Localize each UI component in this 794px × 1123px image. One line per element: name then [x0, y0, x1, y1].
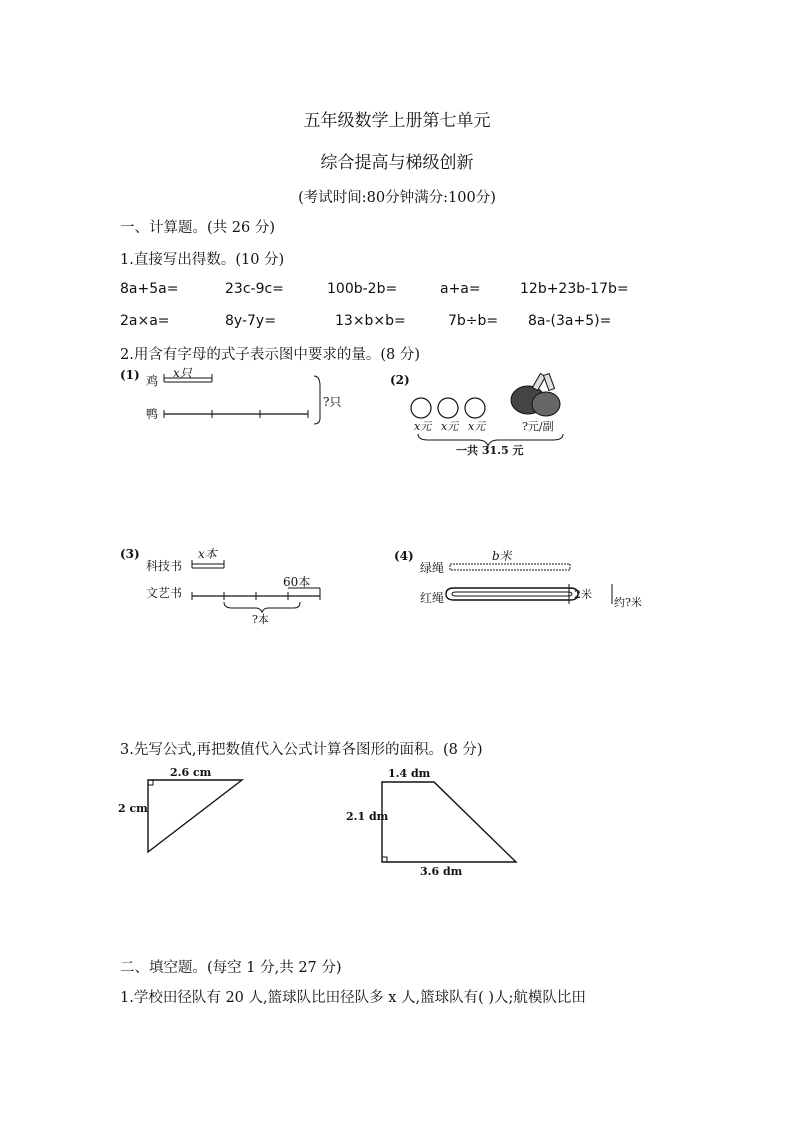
ball-icon	[465, 398, 485, 418]
segment-label: x只	[173, 366, 192, 380]
triangle-side-label: 2 cm	[118, 802, 148, 815]
calc-item: 8y-7y=	[225, 313, 276, 329]
diagram-ping-pong	[388, 370, 588, 460]
page-subtitle: 综合提高与梯级创新	[320, 153, 474, 173]
calc-item: 7b÷b=	[448, 313, 499, 329]
section1-heading: 一、计算题。(共 26 分)	[120, 220, 275, 236]
price-label: x元	[441, 420, 459, 433]
calc-item: 12b+23b-17b=	[520, 281, 629, 297]
trapezoid-bottom-label: 3.6 dm	[420, 865, 463, 878]
exam-info: (考试时间:80分钟满分:100分)	[298, 190, 496, 206]
total-label: 约?米	[614, 596, 642, 609]
literature-books-label: 文艺书	[146, 586, 183, 600]
section2-heading: 二、填空题。(每空 1 分,共 27 分)	[120, 960, 342, 976]
diagram-ropes	[392, 548, 652, 618]
ball-icon	[411, 398, 431, 418]
total-label: 一共 31.5 元	[456, 444, 524, 457]
line-diagram-chicken-duck	[118, 362, 358, 432]
fig-number: (4)	[394, 549, 414, 563]
page-title: 五年级数学上册第七单元	[303, 111, 491, 131]
paddle-icon	[511, 373, 560, 416]
fig-number: (1)	[120, 368, 140, 382]
calc-item: 23c-9c=	[225, 281, 284, 297]
green-rope-label: 绿绳	[420, 561, 445, 575]
q3-label: 3.先写公式,再把数值代入公式计算各图形的面积。(8 分)	[120, 742, 483, 758]
segment-label: x本	[198, 547, 217, 561]
trapezoid-top-label: 1.4 dm	[388, 767, 431, 780]
total-label: ?本	[252, 613, 269, 626]
science-books-label: 科技书	[146, 559, 183, 573]
extra-label: 2米	[574, 588, 592, 601]
fig-number: (3)	[120, 547, 140, 561]
calc-item: 100b-2b=	[327, 281, 398, 297]
trapezoid-figure	[344, 764, 524, 879]
q1-label: 1.直接写出得数。(10 分)	[120, 252, 285, 268]
calc-item: 8a+5a=	[120, 281, 179, 297]
length-label: b米	[492, 549, 512, 563]
total-label: ?只	[323, 395, 342, 409]
triangle-figure	[118, 764, 248, 859]
line-diagram-books	[118, 544, 328, 626]
extra-label: 60本	[283, 575, 311, 589]
trapezoid-height-label: 2.1 dm	[346, 810, 389, 823]
section2-q1: 1.学校田径队有 20 人,篮球队比田径队多 x 人,篮球队有( )人;航模队比田	[120, 990, 586, 1006]
price-label: x元	[414, 420, 432, 433]
q2-label: 2.用含有字母的式子表示图中要求的量。(8 分)	[120, 347, 420, 363]
calc-item: a+a=	[440, 281, 481, 297]
calc-item: 13×b×b=	[335, 313, 406, 329]
triangle-top-label: 2.6 cm	[170, 766, 212, 779]
price-label: x元	[468, 420, 486, 433]
calc-item: 8a-(3a+5)=	[528, 313, 612, 329]
paddle-price-label: ?元/副	[522, 420, 554, 433]
red-rope-label: 红绳	[420, 591, 445, 605]
ball-icon	[438, 398, 458, 418]
duck-label: 鸭	[146, 407, 159, 421]
calc-item: 2a×a=	[120, 313, 170, 329]
chicken-label: 鸡	[146, 374, 159, 388]
fig-number: (2)	[390, 373, 410, 387]
